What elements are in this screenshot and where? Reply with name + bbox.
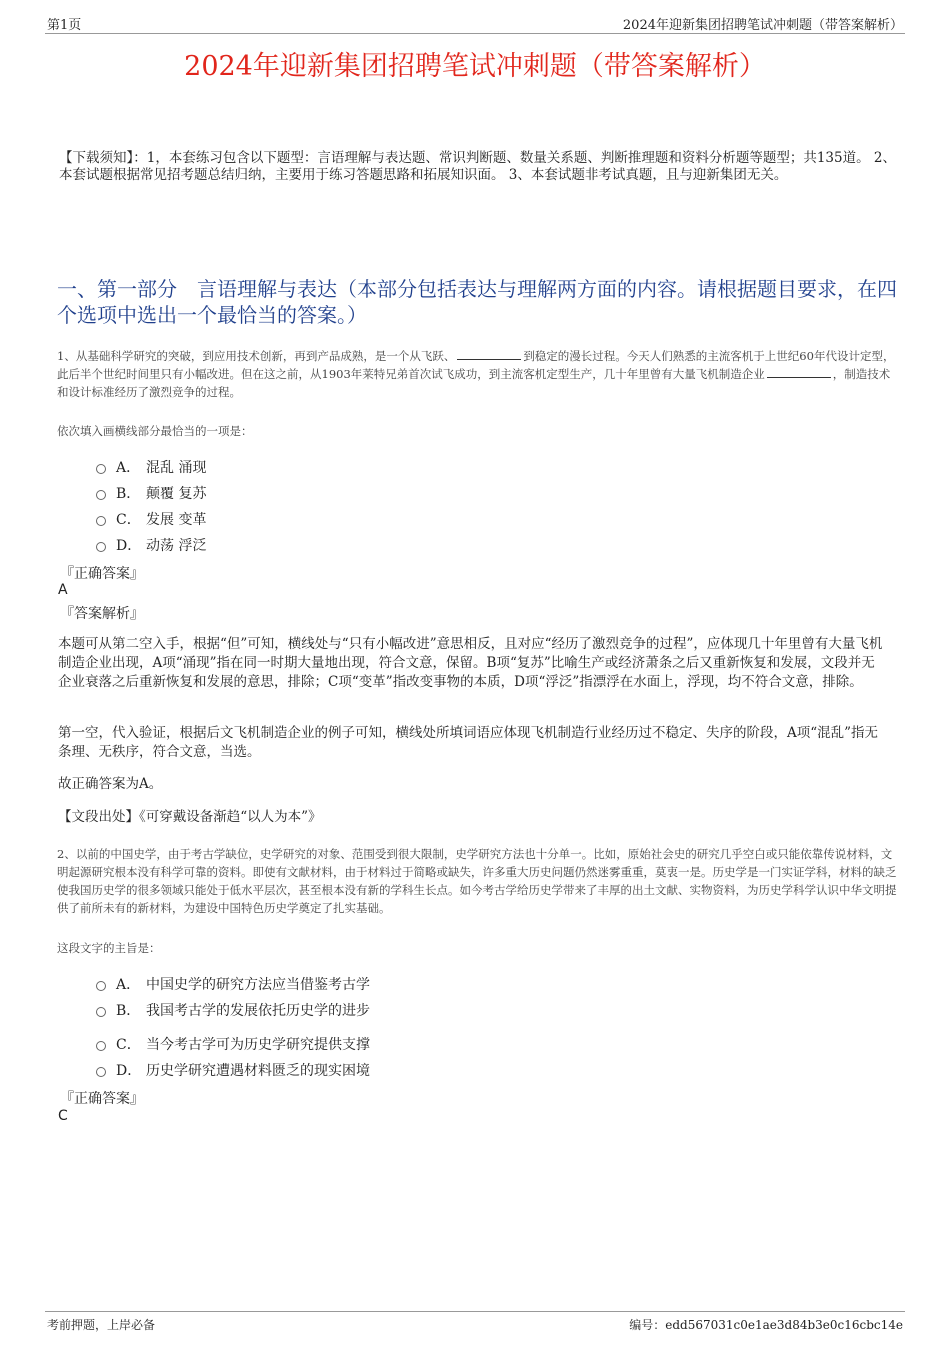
question-1-option-b[interactable]: B． 颠覆 复苏 — [96, 483, 206, 503]
question-1-text — [57, 347, 899, 401]
section-heading: 一、第一部分 言语理解与表达（本部分包括表达与理解两方面的内容。请根据题目要求，在四个选项中选出一个最恰当的答案。） — [57, 277, 897, 327]
question-1-analysis-para-2: 第一空，代入验证，根据后文飞机制造企业的例子可知，横线处所填词语应体现飞机制造行业经历过不稳定、失序的阶段，A项“混乱”指无条理、无秩序，符合文意，当选。 — [58, 725, 879, 760]
download-notice: 【下载须知】：1，本套练习包含以下题型：言语理解与表达题、常识判断题、数量关系题、判断推理题和资料分析题等题型；共135道。 2、本套试题根据常见招考题总结归纳，主要用于练习答题思路和拓展知识面。 3、本套试题非考试真题，且与迎新集团无关。 — [59, 150, 896, 183]
question-2-option-d[interactable]: D． 历史学研究遭遇材料匮乏的现实困境 — [96, 1060, 370, 1080]
question-1-analysis-para-1: 本题可从第二空入手，根据“但”可知，横线处与“只有小幅改进”意思相反，且对应“经历了激烈竞争的过程”，应体现几十年里曾有大量飞机制造企业出现，A项“涌现”指在同一时期大量地出现，符合文意，保留。B项“复苏”比喻生产或经济萧条之后又重新恢复和发展，文段并无企业衰落之后重新恢复和发展的意思，排除；C项“变革”指改变事物的本质，D项“浮泛”指漂浮在水面上，浮现，均不符合文意，排除。 — [58, 636, 883, 690]
footer-slogan: 考前押题，上岸必备 — [47, 1318, 156, 1332]
header-doc-title: 2024年迎新集团招聘笔试冲刺题（带答案解析） — [622, 18, 903, 33]
question-1-option-a[interactable]: A． 混乱 涌现 — [96, 457, 206, 477]
question-1-analysis-label: 『答案解析』 — [60, 606, 144, 622]
radio-icon[interactable] — [96, 1007, 106, 1017]
radio-icon[interactable] — [96, 490, 106, 500]
radio-icon[interactable] — [96, 981, 106, 991]
page-title: 2024年迎新集团招聘笔试冲刺题（带答案解析） — [184, 51, 766, 82]
question-1-source: 【文段出处】《可穿戴设备渐趋“以人为本”》 — [58, 809, 322, 825]
footer-divider — [45, 1311, 905, 1312]
radio-icon[interactable] — [96, 516, 106, 526]
header-divider — [45, 33, 905, 34]
question-1-option-d[interactable]: D． 动荡 浮泛 — [96, 535, 206, 555]
question-2-answer-label: 『正确答案』 — [60, 1091, 144, 1107]
question-2-option-a[interactable]: A． 中国史学的研究方法应当借鉴考古学 — [96, 974, 370, 994]
fill-blank-1 — [457, 348, 521, 360]
radio-icon[interactable] — [96, 464, 106, 474]
radio-icon[interactable] — [96, 542, 106, 552]
radio-icon[interactable] — [96, 1041, 106, 1051]
footer-serial: 编号：edd567031c0e1ae3d84b3e0c16cbc14e — [629, 1318, 903, 1332]
radio-icon[interactable] — [96, 1067, 106, 1077]
question-1-answer-label: 『正确答案』 — [60, 566, 144, 582]
question-1-text-part-a: 1、从基础科学研究的突破，到应用技术创新，再到产品成熟，是一个从飞跃、 — [57, 349, 456, 363]
fill-blank-2 — [767, 366, 831, 378]
question-1-answer: A — [58, 582, 68, 598]
question-1-prompt: 依次填入画横线部分最恰当的一项是： — [57, 424, 253, 438]
question-1-analysis-para-3: 故正确答案为A。 — [58, 776, 163, 792]
question-1-text-part-c: ，制造技术和设计标准经历了激烈竞争的过程。 — [57, 367, 891, 399]
header-page-label: 第1页 — [47, 18, 82, 33]
question-2-option-b[interactable]: B． 我国考古学的发展依托历史学的进步 — [96, 1000, 370, 1020]
question-2-prompt: 这段文字的主旨是： — [57, 941, 161, 955]
question-1-option-c[interactable]: C． 发展 变革 — [96, 509, 206, 529]
question-2-answer: C — [58, 1108, 68, 1124]
question-1-text-part-b: 到稳定的漫长过程。今天人们熟悉的主流客机于上世纪60年代设计定型，此后半个世纪时间里只有小幅改进。但在这之前，从1903年莱特兄弟首次试飞成功，到主流客机定型生产，几十年里曾有大量飞机制造企业 — [57, 349, 895, 381]
question-2-text: 2、以前的中国史学，由于考古学缺位，史学研究的对象、范围受到很大限制，史学研究方法也十分单一。比如，原始社会史的研究几乎空白或只能依靠传说材料，文明起源研究根本没有科学可靠的资料。即使有文献材料，由于材料过于简略或缺失，许多重大历史问题仍然迷雾重重，莫衷一是。历史学是一门实证学科，材料的缺乏使我国历史学的很多领域只能处于低水平层次，甚至根本没有新的学科生长点。如今考古学给历史学带来了丰厚的出土文献、实物资料，为历史学科学认识中华文明提供了前所未有的新材料，为建设中国特色历史学奠定了扎实基础。 — [57, 847, 897, 915]
question-2-option-c[interactable]: C． 当今考古学可为历史学研究提供支撑 — [96, 1034, 370, 1054]
